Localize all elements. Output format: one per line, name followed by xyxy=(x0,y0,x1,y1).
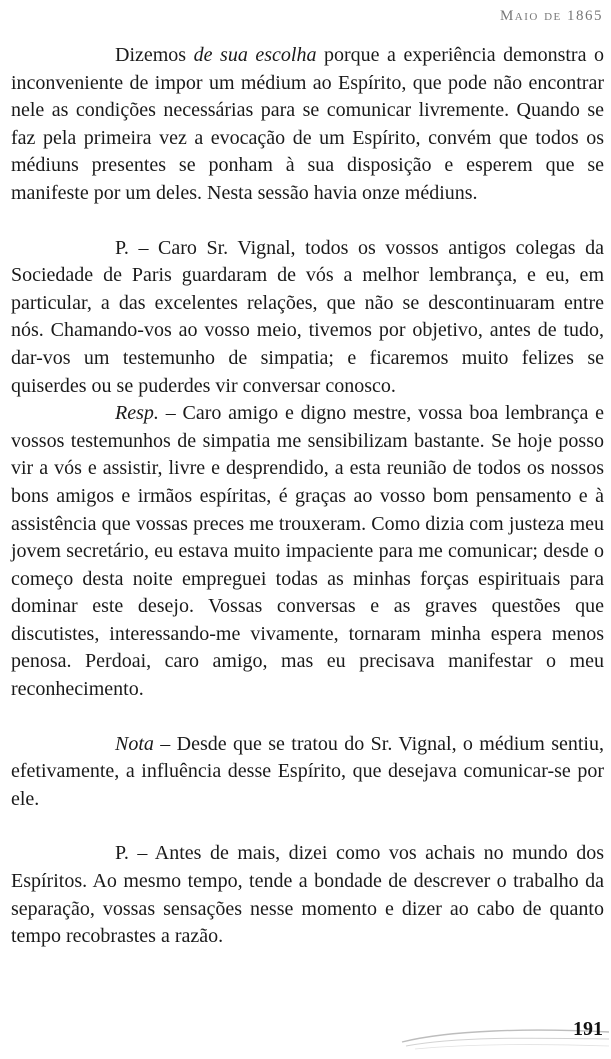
page-number: 191 xyxy=(573,1018,603,1040)
paragraph-question-2: P. – Antes de mais, dizei como vos achais no mundo dos Espíritos. Ao mesmo tempo, tende a bondade de descrever o trabalho da separação, vossas sensações nesse momento e dizer ao cabo de quanto tempo recobrastes a razão. xyxy=(11,842,604,948)
running-head: Maio de 1865 xyxy=(499,8,603,24)
paragraph-question-1: P. – Caro Sr. Vignal, todos os vossos antigos colegas da Sociedade de Paris guardaram de vós a melhor lembrança, e eu, em particular, a das excelentes relações, que não se descontinuaram entre nós. Chamando-vos ao vosso meio, tivemos por objetivo, antes de tudo, dar-vos um testemunho de simpatia; e ficaremos muito felizes se quiserdes ou se puderdes vir conversar conosco. xyxy=(11,236,604,397)
paragraph-escolha: Dizemos de sua escolha porque a experiência demonstra o inconveniente de impor um médium ao Espírito, que pode não encontrar nele as condições necessárias para se comunicar livremente. Quando se faz pela primeira vez a evocação de um Espírito, convém que todos os médiuns presentes se ponham à sua disposição e esperem que se manifeste por um deles. Nesta sessão havia onze médiuns. xyxy=(11,44,604,204)
page-body xyxy=(11,42,604,951)
nota-label: Nota xyxy=(115,732,154,755)
italic-phrase: de sua escolha xyxy=(193,44,317,66)
paragraph-note: Nota – Desde que se tratou do Sr. Vignal, o médium sentiu, efetivamente, a influência desse Espírito, que desejava comunicar-se por ele. xyxy=(11,732,604,810)
paragraph-answer-1: Resp. – Caro amigo e digno mestre, vossa boa lembrança e vossos testemunhos de simpatia me sensibilizam bastante. Se hoje posso vir a vós e assistir, livre e desprendido, a esta reunião de todos os nossos bons amigos e irmãos espíritas, é graças ao vosso bom pensamento e à assistência que vossas preces me trouxeram. Como dizia com justeza meu jovem secretário, eu estava muito impaciente para me comunicar; desde o começo desta noite empreguei todas as minhas forças espirituais para dominar este desejo. Vossas conversas e as graves questões que discutistes, interessando-me vivamente, tornaram minha espera menos penosa. Perdoai, caro amigo, mas eu precisava manifestar o meu reconhecimento. xyxy=(11,402,604,701)
resp-label: Resp. xyxy=(115,402,159,425)
